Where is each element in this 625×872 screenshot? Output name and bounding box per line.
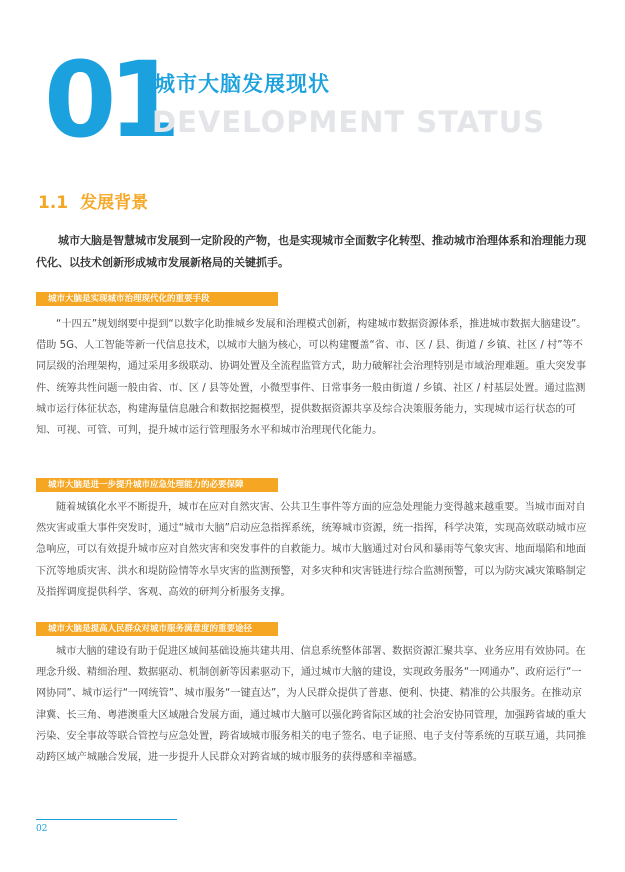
paragraph-1: “十四五”规划纲要中提到“以数字化助推城乡发展和治理模式创新，构建城市数据资源体系，推进城市数据大脑建设”。借助 5G、人工智能等新一代信息技术，以城市大脑为核心，可以构建覆盖“省、市、区 / 县、街道 / 乡镇、社区 / 村”等不同层级的治理架构，通过采用多级联动、协调处置及全流程监管方式，助力破解社会治理特别是市域治理难题。重大突发事件、统筹共性问题一般由省、市、区 / 县等处置，小微型事件、日常事务一般由街道 / 乡镇、社区 / 村基层处置。通过监测城市运行体征状态，构建海量信息融合和数据挖掘模型，提供数据资源共享及综合决策服务能力，实现城市运行状态的可知、可视、可管、可判，提升城市运行管理服务水平和城市治理现代化能力。 [36,319,587,437]
section-number: 1.1 [38,193,69,213]
subheading-2: 城市大脑是进一步提升城市应急处理能力的必要保障 [48,480,244,490]
chapter-title-en: DEVELOPMENT STATUS [152,105,546,139]
subheading-3: 城市大脑是提高人民群众对城市服务满意度的重要途径 [48,624,253,634]
subheading-1: 城市大脑是实现城市治理现代化的重要手段 [48,294,210,304]
footer-divider [36,819,177,820]
page-number: 02 [36,824,48,834]
paragraph-2: 随着城镇化水平不断提升，城市在应对自然灾害、公共卫生事件等方面的应急处理能力变得越来越重要。当城市面对自然灾害或重大事件突发时，通过“城市大脑”启动应急指挥系统，统筹城市资源，统一指挥，科学决策，实现高效联动城市应急响应，可以有效提升城市应对自然灾害和突发事件的自救能力。城市大脑通过对台风和暴雨等气象灾害、地面塌陷和地面下沉等地质灾害、洪水和堤防险情等水旱灾害的监测预警，对多灾种和灾害链进行综合监测预警，可以为防灾减灾策略制定及指挥调度提供科学、客观、高效的研判分析服务支撑。 [36,502,587,598]
chapter-title: 城市大脑发展现状 [154,72,330,96]
chapter-number: 01 [44,39,173,161]
paragraph-3: 城市大脑的建设有助于促进区域间基础设施共建共用、信息系统整体部署、数据资源汇聚共享、业务应用有效协同。在理念升级、精细治理、数据驱动、机制创新等因素驱动下，通过城市大脑的建设，实现政务服务“一网通办”、政府运行“一网协同”、城市运行“一网统管”、城市服务“一键直达”，为人民群众提供了普惠、便利、快捷、精准的公共服务。在推动京津冀、长三角、粤港澳重大区域融合发展方面，通过城市大脑可以强化跨省际区域的社会治安协同管理，加强跨省域的重大污染、安全事故等联合管控与应急处置，跨省域城市服务相关的电子签名、电子证照、电子支付等系统的互联互通，共同推动跨区域产城融合发展，进一步提升人民群众对跨省域的城市服务的获得感和幸福感。 [36,646,587,764]
intro-paragraph: 城市大脑是智慧城市发展到一定阶段的产物，也是实现城市全面数字化转型、推动城市治理体系和治理能力现代化、以技术创新形成城市发展新格局的关键抓手。 [36,234,586,269]
section-heading [38,191,148,215]
section-title: 发展背景 [80,193,149,213]
